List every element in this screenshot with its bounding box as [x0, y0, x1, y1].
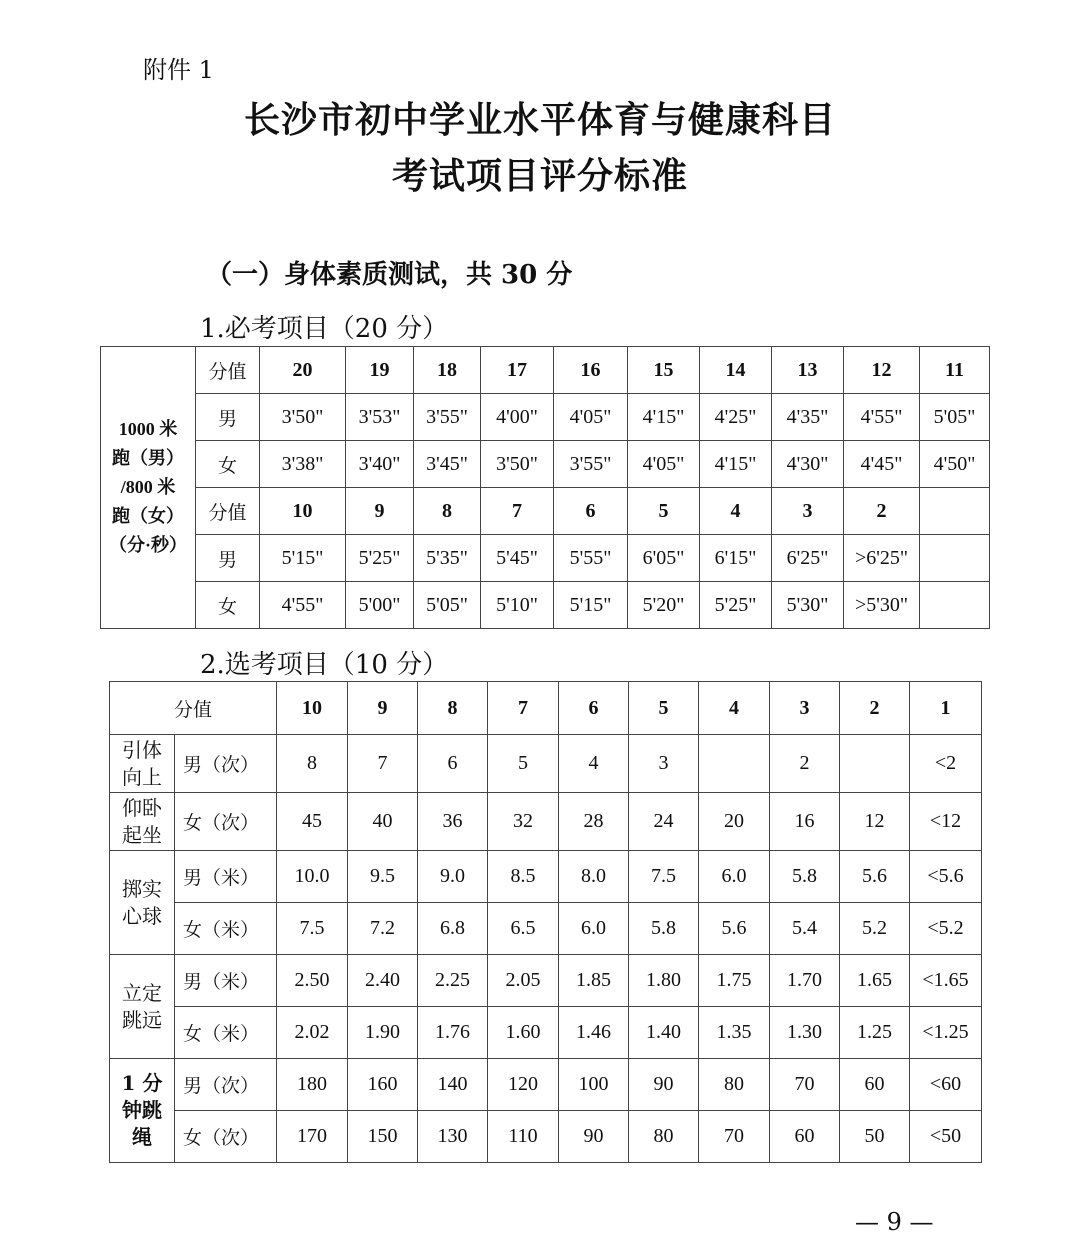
score-cell: 19	[346, 347, 414, 394]
value-cell: 3	[629, 735, 699, 793]
value-cell: 2.02	[277, 1007, 348, 1059]
score-cell: 20	[260, 347, 346, 394]
score-cell: 10	[277, 682, 348, 735]
value-cell: 24	[629, 793, 699, 851]
value-cell: 7.5	[629, 851, 699, 903]
value-cell: 6.8	[418, 903, 488, 955]
score-cell: 4	[700, 488, 772, 535]
value-cell: 120	[488, 1059, 559, 1111]
value-cell: <5.6	[910, 851, 982, 903]
value-cell: 1.65	[840, 955, 910, 1007]
value-cell: <60	[910, 1059, 982, 1111]
score-label: 分值	[196, 347, 260, 394]
time-cell: 5'25"	[700, 582, 772, 629]
value-cell: 16	[770, 793, 840, 851]
score-cell: 2	[840, 682, 910, 735]
value-cell: 6	[418, 735, 488, 793]
event-name-line: 钟跳	[122, 1098, 162, 1122]
gender-unit-label: 男（次）	[175, 735, 277, 793]
value-cell: 70	[770, 1059, 840, 1111]
male-label: 男	[196, 394, 260, 441]
time-cell: 4'15"	[628, 394, 700, 441]
gender-unit-label: 男（次）	[175, 1059, 277, 1111]
event-row	[110, 735, 982, 793]
value-cell: 28	[559, 793, 629, 851]
value-cell: 2.25	[418, 955, 488, 1007]
value-cell: 1.76	[418, 1007, 488, 1059]
event-row	[110, 1007, 982, 1059]
value-cell: 130	[418, 1111, 488, 1163]
gender-unit-label: 女（米）	[175, 1007, 277, 1059]
score-cell: 2	[844, 488, 920, 535]
time-cell: 5'10"	[481, 582, 554, 629]
time-cell: 5'05"	[414, 582, 481, 629]
gender-unit-label: 男（米）	[175, 955, 277, 1007]
value-cell: 180	[277, 1059, 348, 1111]
time-cell: 5'35"	[414, 535, 481, 582]
value-cell: 9.5	[348, 851, 418, 903]
score-cell: 14	[700, 347, 772, 394]
event-name-line: 心球	[122, 903, 162, 928]
time-cell: 3'40"	[346, 441, 414, 488]
time-cell: 3'38"	[260, 441, 346, 488]
event-name-line: 仰卧	[122, 795, 162, 820]
event-label-line: 1000 米	[118, 419, 178, 439]
score-cell	[920, 488, 990, 535]
value-cell: 1.35	[699, 1007, 770, 1059]
time-cell: 3'53"	[346, 394, 414, 441]
time-cell	[920, 535, 990, 582]
score-cell: 11	[920, 347, 990, 394]
value-cell: 5.4	[770, 903, 840, 955]
event-name-line: 掷实	[122, 876, 162, 901]
value-cell: 4	[559, 735, 629, 793]
event-name-line: 起坐	[122, 822, 162, 847]
value-cell: 1.75	[699, 955, 770, 1007]
score-label: 分值	[196, 488, 260, 535]
value-cell: 50	[840, 1111, 910, 1163]
female-label: 女	[196, 582, 260, 629]
value-cell: 20	[699, 793, 770, 851]
value-cell: 2.50	[277, 955, 348, 1007]
male-label: 男	[196, 535, 260, 582]
value-cell: 1.85	[559, 955, 629, 1007]
value-cell: 2	[770, 735, 840, 793]
value-cell: 100	[559, 1059, 629, 1111]
time-cell: 5'05"	[920, 394, 990, 441]
time-cell: 6'05"	[628, 535, 700, 582]
time-cell: 3'45"	[414, 441, 481, 488]
value-cell: <1.65	[910, 955, 982, 1007]
value-cell: 1.30	[770, 1007, 840, 1059]
value-cell: 12	[840, 793, 910, 851]
event-row	[110, 1059, 982, 1111]
time-cell: 4'25"	[700, 394, 772, 441]
required-items-heading: 1.必考项目（20 分）	[200, 314, 449, 344]
score-cell: 9	[348, 682, 418, 735]
gender-unit-label: 男（米）	[175, 851, 277, 903]
time-cell: 4'55"	[844, 394, 920, 441]
value-cell: <50	[910, 1111, 982, 1163]
time-cell: 4'50"	[920, 441, 990, 488]
value-cell: <12	[910, 793, 982, 851]
value-cell: 5	[488, 735, 559, 793]
score-row	[101, 488, 990, 535]
gender-unit-label: 女（次）	[175, 793, 277, 851]
time-cell: 4'00"	[481, 394, 554, 441]
score-label: 分值	[110, 682, 277, 735]
event-name-line: 引体	[122, 737, 162, 762]
required-items-table	[100, 346, 990, 629]
female-row	[101, 441, 990, 488]
score-cell: 3	[770, 682, 840, 735]
event-row	[110, 903, 982, 955]
value-cell: 45	[277, 793, 348, 851]
event-label-line: （分·秒）	[108, 535, 187, 555]
female-label: 女	[196, 441, 260, 488]
event-name-line: 绳	[132, 1125, 152, 1149]
optional-items-heading: 2.选考项目（10 分）	[200, 650, 449, 680]
section-heading: （一）身体素质测试，共 30 分	[206, 260, 573, 290]
time-cell: 4'45"	[844, 441, 920, 488]
score-cell: 4	[699, 682, 770, 735]
value-cell: 6.0	[559, 903, 629, 955]
score-cell: 16	[554, 347, 628, 394]
time-cell: 4'15"	[700, 441, 772, 488]
score-cell: 18	[414, 347, 481, 394]
value-cell: 1.90	[348, 1007, 418, 1059]
event-name-line: 跳远	[122, 1007, 162, 1032]
score-cell: 10	[260, 488, 346, 535]
time-cell	[920, 582, 990, 629]
score-cell: 12	[844, 347, 920, 394]
time-cell: 4'30"	[772, 441, 844, 488]
value-cell: <1.25	[910, 1007, 982, 1059]
time-cell: 5'15"	[554, 582, 628, 629]
time-cell: 6'15"	[700, 535, 772, 582]
value-cell: 8.5	[488, 851, 559, 903]
value-cell: 110	[488, 1111, 559, 1163]
value-cell: <5.2	[910, 903, 982, 955]
event-name	[110, 1059, 175, 1163]
value-cell: 1.25	[840, 1007, 910, 1059]
page-number: — 9 —	[855, 1208, 934, 1236]
event-name	[110, 851, 175, 955]
time-cell: 5'00"	[346, 582, 414, 629]
event-row	[110, 955, 982, 1007]
value-cell: 7.5	[277, 903, 348, 955]
value-cell: 5.8	[770, 851, 840, 903]
value-cell: 70	[699, 1111, 770, 1163]
female-row	[101, 582, 990, 629]
value-cell: 2.40	[348, 955, 418, 1007]
value-cell: 5.8	[629, 903, 699, 955]
value-cell: 9.0	[418, 851, 488, 903]
attachment-label: 附件 1	[143, 56, 214, 84]
value-cell: 1.80	[629, 955, 699, 1007]
event-name-line: 1 分	[121, 1071, 163, 1095]
value-cell: 170	[277, 1111, 348, 1163]
value-cell: 5.2	[840, 903, 910, 955]
score-cell: 8	[418, 682, 488, 735]
score-cell: 15	[628, 347, 700, 394]
event-label-1000m-800m	[101, 347, 196, 629]
value-cell: 7	[348, 735, 418, 793]
event-name	[110, 793, 175, 851]
time-cell: 5'45"	[481, 535, 554, 582]
time-cell: >5'30"	[844, 582, 920, 629]
document-title-line1: 长沙市初中学业水平体育与健康科目	[243, 99, 836, 141]
time-cell: 4'05"	[554, 394, 628, 441]
score-cell: 7	[488, 682, 559, 735]
value-cell: 80	[699, 1059, 770, 1111]
score-header-row	[110, 682, 982, 735]
event-name-line: 立定	[122, 980, 162, 1005]
time-cell: 5'25"	[346, 535, 414, 582]
time-cell: >6'25"	[844, 535, 920, 582]
value-cell: 60	[770, 1111, 840, 1163]
value-cell: 1.60	[488, 1007, 559, 1059]
score-cell: 5	[628, 488, 700, 535]
value-cell: 40	[348, 793, 418, 851]
score-cell: 17	[481, 347, 554, 394]
event-row	[110, 793, 982, 851]
time-cell: 4'55"	[260, 582, 346, 629]
event-row	[110, 851, 982, 903]
event-label-line: 跑（男）	[112, 448, 184, 468]
value-cell: 1.40	[629, 1007, 699, 1059]
value-cell: 2.05	[488, 955, 559, 1007]
gender-unit-label: 女（次）	[175, 1111, 277, 1163]
event-label-line: /800 米	[120, 477, 176, 497]
score-cell: 6	[554, 488, 628, 535]
value-cell: 150	[348, 1111, 418, 1163]
value-cell: 1.46	[559, 1007, 629, 1059]
score-row	[101, 347, 990, 394]
event-label-line: 跑（女）	[112, 506, 184, 526]
value-cell: 6.5	[488, 903, 559, 955]
value-cell: 80	[629, 1111, 699, 1163]
time-cell: 4'05"	[628, 441, 700, 488]
score-cell: 13	[772, 347, 844, 394]
value-cell: 5.6	[699, 903, 770, 955]
document-title-line2: 考试项目评分标准	[391, 155, 688, 197]
value-cell: 60	[840, 1059, 910, 1111]
event-name	[110, 735, 175, 793]
male-row	[101, 535, 990, 582]
male-row	[101, 394, 990, 441]
time-cell: 3'55"	[554, 441, 628, 488]
gender-unit-label: 女（米）	[175, 903, 277, 955]
value-cell: 90	[559, 1111, 629, 1163]
time-cell: 4'35"	[772, 394, 844, 441]
value-cell	[699, 735, 770, 793]
value-cell: 1.70	[770, 955, 840, 1007]
score-cell: 1	[910, 682, 982, 735]
time-cell: 3'55"	[414, 394, 481, 441]
value-cell: 8.0	[559, 851, 629, 903]
optional-items-table	[109, 681, 982, 1163]
time-cell: 3'50"	[260, 394, 346, 441]
score-cell: 7	[481, 488, 554, 535]
value-cell: 160	[348, 1059, 418, 1111]
event-name	[110, 955, 175, 1059]
score-cell: 9	[346, 488, 414, 535]
value-cell: 6.0	[699, 851, 770, 903]
time-cell: 5'15"	[260, 535, 346, 582]
time-cell: 3'50"	[481, 441, 554, 488]
value-cell: 7.2	[348, 903, 418, 955]
value-cell	[840, 735, 910, 793]
value-cell: 5.6	[840, 851, 910, 903]
score-cell: 3	[772, 488, 844, 535]
value-cell: 90	[629, 1059, 699, 1111]
value-cell: <2	[910, 735, 982, 793]
time-cell: 5'30"	[772, 582, 844, 629]
value-cell: 10.0	[277, 851, 348, 903]
event-name-line: 向上	[122, 764, 162, 789]
score-cell: 6	[559, 682, 629, 735]
value-cell: 32	[488, 793, 559, 851]
value-cell: 36	[418, 793, 488, 851]
time-cell: 5'55"	[554, 535, 628, 582]
value-cell: 8	[277, 735, 348, 793]
event-row	[110, 1111, 982, 1163]
score-cell: 8	[414, 488, 481, 535]
value-cell: 140	[418, 1059, 488, 1111]
time-cell: 5'20"	[628, 582, 700, 629]
time-cell: 6'25"	[772, 535, 844, 582]
score-cell: 5	[629, 682, 699, 735]
